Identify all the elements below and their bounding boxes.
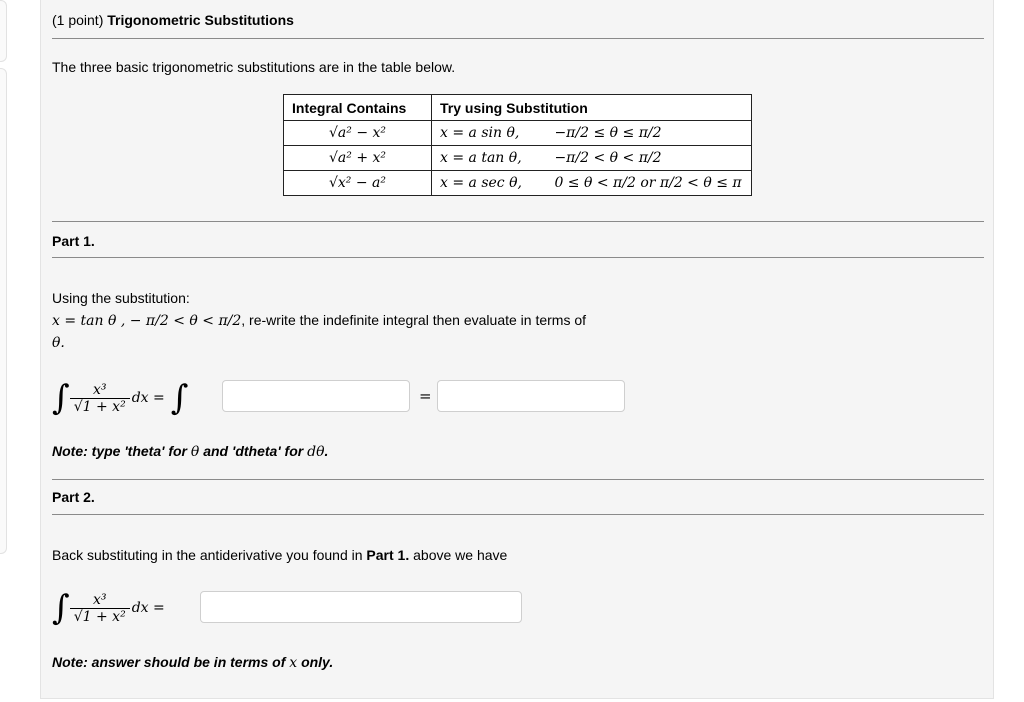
part1-note xyxy=(52,443,328,460)
part2-text-bold: Part 1. xyxy=(366,547,410,563)
table-row xyxy=(284,146,752,171)
note-text: Note: answer should be in terms of xyxy=(52,654,286,670)
range-expr: 0 ≤ θ < π/2 or π/2 < θ ≤ π xyxy=(554,175,742,191)
part1-heading: Part 1. xyxy=(52,233,95,249)
integral-symbol: ∫ xyxy=(170,378,189,418)
dx-label: dx = xyxy=(131,600,165,616)
dx-label: dx = xyxy=(131,390,165,406)
divider xyxy=(52,514,984,515)
part2-integral xyxy=(52,578,165,638)
divider xyxy=(52,221,984,222)
part2-note xyxy=(52,654,333,671)
integrand-fraction xyxy=(70,382,130,415)
table-cell-substitution xyxy=(432,171,752,196)
answer-input-2[interactable] xyxy=(437,380,625,412)
side-panel xyxy=(0,68,7,554)
integrand-fraction xyxy=(70,592,130,625)
problem-panel xyxy=(40,0,994,699)
part2-text-suffix: above we have xyxy=(413,547,508,563)
table-cell-contains: √x² − a² xyxy=(284,171,432,196)
points-label: (1 point) xyxy=(52,12,104,28)
part1-using: Using the substitution: xyxy=(52,290,190,306)
part2-text-prefix: Back substituting in the antiderivative you found in xyxy=(52,547,363,563)
intro-text: The three basic trigonometric substitutions are in the table below. xyxy=(52,59,456,75)
equals-sign: = xyxy=(419,387,432,405)
problem-title xyxy=(52,12,294,28)
x-symbol: x xyxy=(289,655,298,671)
substitution-table xyxy=(283,94,752,196)
denominator: √1 + x² xyxy=(73,398,126,415)
range-expr: −π/2 ≤ θ ≤ π/2 xyxy=(554,125,662,141)
table-header: Try using Substitution xyxy=(432,95,752,121)
theta-symbol: θ. xyxy=(52,335,65,351)
integral-symbol: ∫ xyxy=(52,588,70,628)
table-header: Integral Contains xyxy=(284,95,432,121)
note-text: Note: type 'theta' for xyxy=(52,443,187,459)
denominator: √1 + x² xyxy=(73,608,126,625)
table-row xyxy=(284,171,752,196)
table-cell-contains: √a² + x² xyxy=(284,146,432,171)
divider xyxy=(52,38,984,39)
theta-symbol: θ xyxy=(190,444,200,460)
instruction-text: , re-write the indefinite integral then evaluate in terms of xyxy=(241,312,587,328)
note-text: . xyxy=(324,443,329,459)
part1-instruction xyxy=(52,312,586,329)
title-text: Trigonometric Substitutions xyxy=(107,12,294,28)
table-cell-substitution xyxy=(432,146,752,171)
numerator: x³ xyxy=(70,592,130,609)
numerator: x³ xyxy=(70,382,130,399)
part2-text xyxy=(52,547,507,563)
substitution-expr: x = a tan θ, xyxy=(440,150,522,166)
substitution-expr: x = a sec θ, xyxy=(440,175,522,191)
note-text: only. xyxy=(301,654,334,670)
table-row xyxy=(284,121,752,146)
table-header-row xyxy=(284,95,752,121)
substitution-expr: x = tan θ , − π/2 < θ < π/2 xyxy=(52,313,242,329)
table-cell-substitution xyxy=(432,121,752,146)
dtheta-symbol: dθ xyxy=(307,444,325,460)
substitution-expr: x = a sin θ, xyxy=(440,125,520,141)
part1-integral xyxy=(52,368,188,428)
note-text: and 'dtheta' for xyxy=(203,443,304,459)
range-expr: −π/2 < θ < π/2 xyxy=(554,150,662,166)
integral-symbol: ∫ xyxy=(52,378,70,418)
side-tab xyxy=(0,0,7,62)
answer-input-3[interactable] xyxy=(200,591,522,623)
answer-input-1[interactable] xyxy=(222,380,410,412)
divider xyxy=(52,257,984,258)
table-cell-contains: √a² − x² xyxy=(284,121,432,146)
part2-heading: Part 2. xyxy=(52,489,95,505)
divider xyxy=(52,479,984,480)
